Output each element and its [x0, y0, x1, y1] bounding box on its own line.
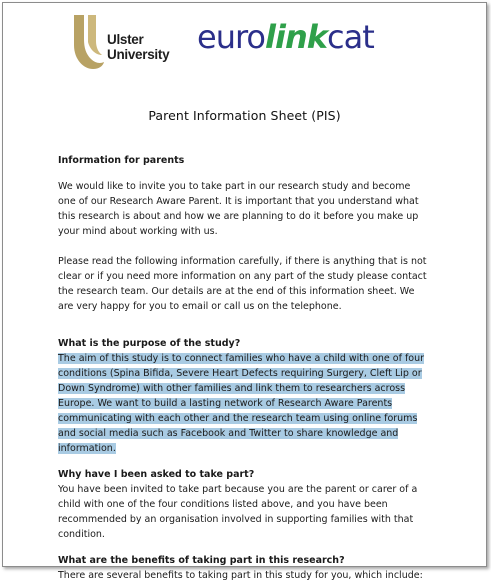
- section-heading-purpose: What is the purpose of the study?: [58, 338, 241, 349]
- section-heading-information: Information for parents: [58, 155, 185, 166]
- ulster-university-logo: [71, 13, 181, 73]
- document-body: [58, 153, 430, 583]
- ulster-wordmark: [107, 32, 169, 62]
- document-page: [2, 2, 487, 581]
- paragraph-contact: Please read the following information carefully, if there is anything that is not clear or if you need more information on any part of the study please contact the research team. Our details are at the end of this information sheet. We are very happy for you to email or call us on the telephone.: [58, 256, 427, 312]
- eurolink-cat: cat: [327, 18, 374, 56]
- eurolink-euro: euro: [197, 18, 265, 56]
- paragraph-invitation: We would like to invite you to take part in our research study and become one of our Research Aware Parent. It is important that you understand what this research is about and how we are planning to do it before you make up your mind about working with us.: [58, 181, 419, 237]
- eurolink-link: link: [265, 18, 327, 56]
- paragraph-why-asked: You have been invited to take part because you are the parent or carer of a child with one of the four conditions listed above, and you have been recommended by an organisation involved in supporting families with that condition.: [58, 484, 418, 540]
- section-heading-benefits: What are the benefits of taking part in this research?: [58, 555, 345, 566]
- document-title: Parent Information Sheet (PIS): [148, 108, 341, 123]
- ulster-line1: Ulster: [107, 32, 144, 47]
- paragraph-purpose-highlighted: The aim of this study is to connect families who have a child with one of four conditions (Spina Bifida, Severe Heart Defects requiring Surgery, Cleft Lip or Down Syndrome) with other families and link them to researchers across Europe. We want to build a lasting network of Research Aware Parents communicating with each other and the research team using online forums and social media such as Facebook and Twitter to share knowledge and information.: [58, 353, 425, 454]
- section-heading-why-asked: Why have I been asked to take part?: [58, 469, 255, 480]
- ulster-mark-icon: [71, 13, 105, 71]
- eurolinkcat-logo: [197, 15, 374, 59]
- paragraph-benefits: There are several benefits to taking part in this study for you, which include:: [58, 570, 423, 581]
- ulster-line2: University: [107, 47, 170, 62]
